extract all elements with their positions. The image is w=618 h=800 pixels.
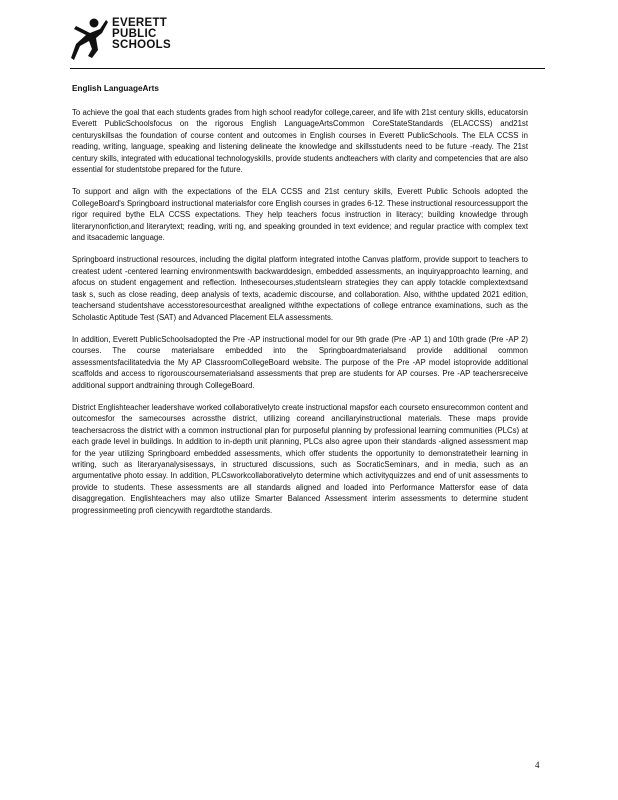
paragraph: In addition, Everett PublicSchoolsadopted the Pre -AP instructional model for our 9th grade (Pre -AP 1) and 10th grade (Pre -AP 2) courses. The course materialsare embedded into the Springboardmaterialsand provide additional common assessmentsfacilitatedvia the My AP ClassroomCollegeBoard website. The purpose of the Pre -AP model istoprovide additional scaffolds and access to rigorouscoursematerialsand assessments that prep are students for AP courses. Pre -AP teachersreceive additional support andtraining through CollegeBoard.	[72, 334, 528, 390]
runner-figure-icon	[70, 16, 110, 62]
paragraph: District Englishteacher leadershave worked collaborativelyto create instructional mapsfor each courseto ensurecommon content and outcomesfor the samecourses acrossthe district, utilizing coreand ancillaryinstructional materials. These maps provide teachersacross the district with a common instructional plan for purposeful planning by professional learning communities (PLCs) at each grade level in buildings. In addition to in-depth unit planning, PLCs also agree upon their standards -aligned assessment map for the year utilizing Springboard embedded assessments, which offer students the opportunity to demonstratetheir learning in writing, such as literaryanalysisessays, in structured discussions, such as SocraticSeminars, and in media, such as an argumentative photo essay. In addition, PLCsworkcollaborativelyto determine which activityquizzes and end of unit assessments to provide to students. These assessments are all standards aligned and loaded into Performance Mattersfor ease of data disaggregation. Englishteachers may also utilize Smarter Balanced Assessment interim assessments to determine student progressinmeeting profi ciencywith regardtothe standards.	[72, 402, 528, 515]
logo-wordmark	[112, 18, 171, 51]
header-divider	[70, 68, 545, 69]
paragraph: Springboard instructional resources, including the digital platform integrated intothe Canvas platform, provide support to teachers to createst udent -centered learning environmentswith backwarddesign, embedded assessments, an inquiryapproachto learning, and afocus on student engagement and reflection. Inthesecourses,studentslearn strategies they can apply totackle complextextsand task s, such as close reading, deep analysis of texts, academic discourse, and collaboration. Also, withthe updated 2021 edition, teachersand studentshave accesstoresourcesthat arealigned withthe expectations of college entrance examinations, such as the Scholastic Aptitude Test (SAT) and Advanced Placement ELA assessments.	[72, 255, 528, 322]
section-heading: English LanguageArts	[72, 84, 159, 93]
paragraph: To support and align with the expectations of the ELA CCSS and 21st century skills, Everett Public Schools adopted the CollegeBoard's Springboard instructional materialsfor core English courses in grades 6-12. These instructional resourcessupport the rigor required bythe ELA CCSS expectations. They help teachers focus instruction in literacy; building knowledge through literarynonfiction,and literarytext; reading, writi ng, and speaking grounded in text evidence; and regular practice with complex text and itsacademic language.	[72, 187, 528, 243]
logo-line: EVERETT	[112, 17, 168, 29]
document-body	[72, 84, 528, 527]
logo-line: SCHOOLS	[112, 39, 171, 51]
page-number: 4	[535, 760, 540, 770]
logo-line: PUBLIC	[112, 28, 157, 40]
paragraph: To achieve the goal that each students grades from high school readyfor college,career, and life with 21st century skills, educatorsin Everett PublicSchoolsfocus on the rigorous English LanguageArtsCommon CoreStateStandards (ELACCSS) and21st centuryskillsas the foundation of course content and outcomes in English courses in Everett PublicSchools. The ELA CCSS in reading, writing, language, speaking and listening delineate the knowledge and skillsstudents need to be future -ready. The 21st century skills, integrated with educational technologyskills, provide students andteachers with clarity and competencies that are also essential for studentstobe prepared for the future.	[72, 108, 528, 175]
